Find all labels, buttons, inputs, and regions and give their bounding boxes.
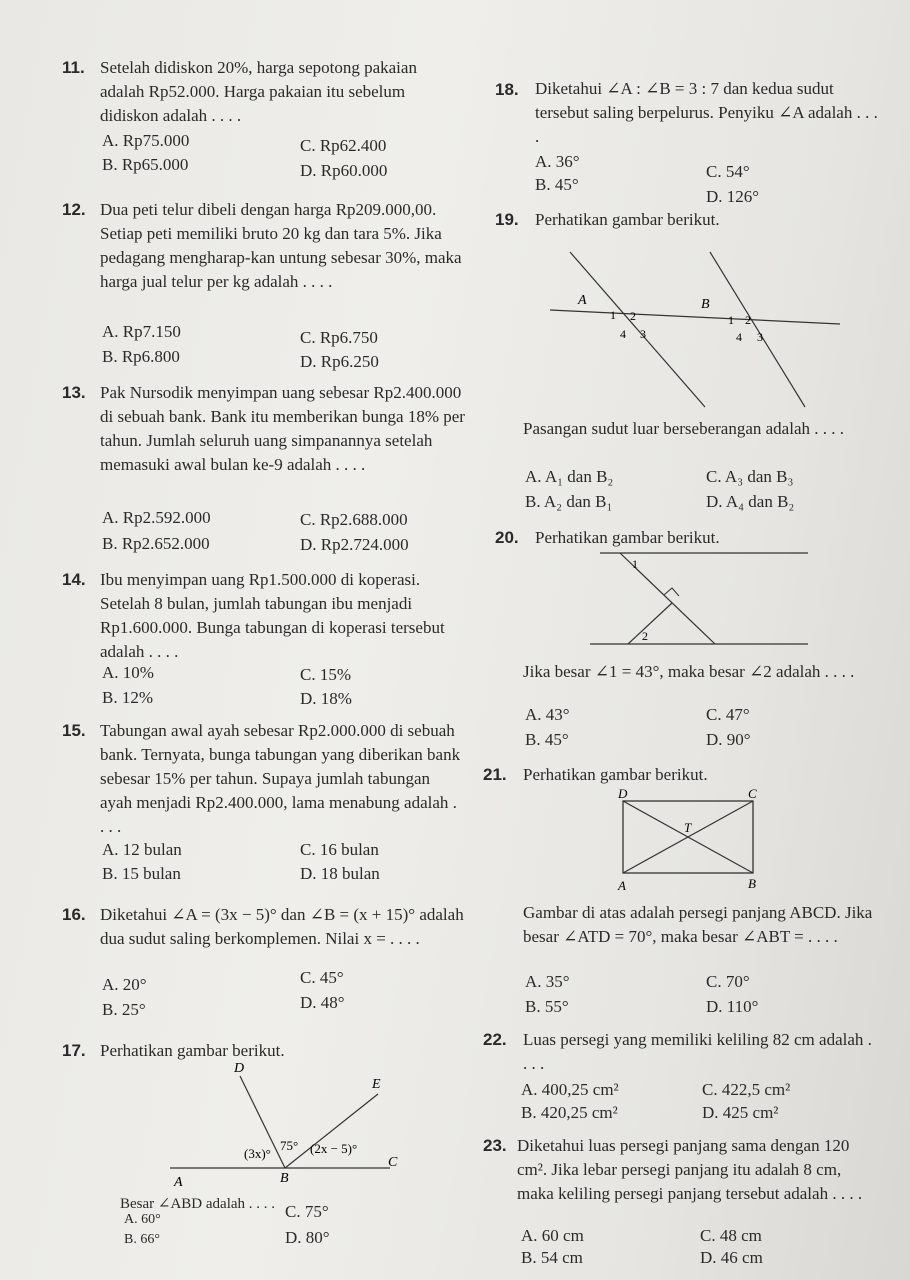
question-number: 21. [483,765,507,784]
question-number: 11. [62,58,85,77]
option-b[interactable]: B. 45° [535,175,579,194]
question-stem: Tabungan awal ayah sebesar Rp2.000.000 di sebuah bank. Ternyata, bunga tabungan yang diberikan bank sebesar 15% per tahun. Supaya jumlah tabungan ayah menjadi Rp2.400.000, lama menabung adalah . . . . [100,721,461,836]
option-b[interactable]: B. 12% [102,688,153,707]
label-a: A [618,878,626,893]
ray-be [285,1094,378,1168]
b3: 3 [757,330,763,344]
option-d[interactable]: D. 46 cm [700,1248,763,1267]
option-a[interactable]: A. 12 bulan [102,840,182,859]
option-a[interactable]: A. 10% [102,663,154,682]
option-a[interactable]: A. 400,25 cm² [521,1080,619,1099]
rectangle-figure [608,786,768,896]
question-number: 15. [62,721,86,740]
option-d[interactable]: D. 90° [706,730,751,749]
a2: 2 [630,309,636,323]
option-c[interactable]: C. A₃ dan B₃ [706,467,794,486]
option-b[interactable]: B. 420,25 cm² [521,1103,618,1122]
option-a[interactable]: A. Rp2.592.000 [102,508,211,527]
question-ask: Jika besar ∠1 = 43°, maka besar ∠2 adalah . . . . [523,662,855,681]
option-c[interactable]: C. Rp2.688.000 [300,510,408,529]
b4: 4 [736,330,742,344]
option-d[interactable]: D. A₄ dan B₂ [706,492,795,511]
b2: 2 [745,313,751,327]
question-number: 18. [495,80,519,99]
option-b[interactable]: B. A₂ dan B₁ [525,492,613,511]
option-b[interactable]: B. 45° [525,730,569,749]
label-c: C [388,1155,398,1170]
option-a[interactable]: A. 35° [525,972,570,991]
option-a[interactable]: A. 60 cm [521,1226,584,1245]
right-angle-mark [664,588,679,596]
question-ask: Pasangan sudut luar berseberangan adalah . . . . [523,419,844,438]
question-stem: Luas persegi yang memiliki keliling 82 cm adalah . . . . [523,1030,872,1073]
label-c: C [748,786,757,801]
b1: 1 [728,313,734,327]
option-d[interactable]: D. Rp60.000 [300,161,388,180]
parallel-lines-figure [550,242,870,412]
option-b[interactable]: B. Rp6.800 [102,347,180,366]
label-t: T [684,820,692,835]
option-d[interactable]: D. 425 cm² [702,1103,779,1122]
option-a[interactable]: A. 20° [102,975,147,994]
question-number: 12. [62,200,86,219]
question-stem: Diketahui luas persegi panjang sama dengan 120 cm². Jika lebar persegi panjang itu adalah 8 cm, maka keliling persegi panjang tersebut adalah . . . . [517,1136,863,1203]
label-b: B [280,1171,289,1186]
angle-2x-5: (2x − 5)° [310,1141,358,1156]
question-stem: Perhatikan gambar berikut. [523,765,708,784]
question-stem: Setelah didiskon 20%, harga sepotong pakaian adalah Rp52.000. Harga pakaian itu sebelum didiskon adalah . . . . [100,58,417,125]
option-c[interactable]: C. Rp62.400 [300,136,387,155]
option-c[interactable]: C. 75° [285,1202,329,1221]
option-c[interactable]: C. 47° [706,705,750,724]
perpendicular-figure [590,548,820,653]
question-number: 16. [62,905,86,924]
question-stem: Diketahui ∠A = (3x − 5)° dan ∠B = (x + 15)° adalah dua sudut saling berkomplemen. Nilai x = . . . . [100,905,464,948]
option-a[interactable]: A. A₁ dan B₂ [525,467,614,486]
option-a[interactable]: A. 60° [124,1212,161,1227]
option-b[interactable]: B. 55° [525,997,569,1016]
option-d[interactable]: D. 80° [285,1228,330,1247]
label-d: D [618,786,628,801]
question-stem: Perhatikan gambar berikut. [535,528,720,547]
angle-3x: (3x)° [244,1146,271,1161]
option-c[interactable]: C. 15% [300,665,351,684]
question-stem: Pak Nursodik menyimpan uang sebesar Rp2.400.000 di sebuah bank. Bank itu memberikan bunga 18% per tahun. Jumlah seluruh uang simpanannya setelah memasuki awal bulan ke-9 adalah . . . . [100,383,465,474]
question-stem: Dua peti telur dibeli dengan harga Rp209.000,00. Setiap peti memiliki bruto 20 kg dan tara 5%. Jika pedagang mengharap-kan untung sebesar 30%, maka harga jual telur per kg adalah . . . . [100,200,462,291]
option-d[interactable]: D. 18% [300,689,352,708]
question-number: 14. [62,570,86,589]
a1: 1 [610,308,616,322]
option-b[interactable]: B. Rp2.652.000 [102,534,210,553]
option-d[interactable]: D. 18 bulan [300,864,380,883]
question-number: 13. [62,383,86,402]
option-a[interactable]: A. 43° [525,705,570,724]
option-c[interactable]: C. Rp6.750 [300,328,378,347]
option-a[interactable]: A. Rp75.000 [102,131,190,150]
option-c[interactable]: C. 48 cm [700,1226,762,1245]
question-stem: Diketahui ∠A : ∠B = 3 : 7 dan kedua sudut tersebut saling berpelurus. Penyiku ∠A adalah . . . . [535,79,878,146]
question-number: 17. [62,1041,86,1060]
perpendicular-line [628,603,672,644]
option-c[interactable]: C. 422,5 cm² [702,1080,791,1099]
option-d[interactable]: D. 48° [300,993,345,1012]
label-e: E [372,1077,381,1092]
option-d[interactable]: D. 110° [706,997,759,1016]
option-c[interactable]: C. 45° [300,968,344,987]
option-c[interactable]: C. 16 bulan [300,840,379,859]
transversal-a [570,252,705,407]
label-d: D [234,1061,245,1076]
angle-figure [150,1058,410,1193]
option-b[interactable]: B. 54 cm [521,1248,583,1267]
question-number: 22. [483,1030,507,1049]
option-a[interactable]: A. Rp7.150 [102,322,181,341]
option-b[interactable]: B. 25° [102,1000,146,1019]
label-a: A [174,1175,183,1190]
option-b[interactable]: B. Rp65.000 [102,155,189,174]
option-c[interactable]: C. 70° [706,972,750,991]
question-ask: Besar ∠ABD adalah . . . . [120,1196,276,1212]
option-c[interactable]: C. 54° [706,162,750,181]
a3: 3 [640,327,646,341]
label-a: A [578,293,587,308]
question-stem: Ibu menyimpan uang Rp1.500.000 di koperasi. Setelah 8 bulan, jumlah tabungan ibu menjadi Rp1.600.000. Bunga tabungan di koperasi tersebut adalah . . . . [100,570,445,661]
label-b: B [748,876,756,891]
option-b[interactable]: B. 66° [124,1232,160,1247]
question-ask: Gambar di atas adalah persegi panjang ABCD. Jika besar ∠ATD = 70°, maka besar ∠ABT = . . . . [523,903,873,946]
label-b: B [701,297,710,312]
angle-1-label: 1 [632,557,638,571]
option-a[interactable]: A. 36° [535,152,580,171]
question-number: 23. [483,1136,507,1155]
angle-75: 75° [280,1138,299,1153]
a4: 4 [620,327,626,341]
question-number: 20. [495,528,519,547]
question-stem: Perhatikan gambar berikut. [100,1041,285,1060]
option-b[interactable]: B. 15 bulan [102,864,181,883]
option-d[interactable]: D. Rp2.724.000 [300,535,409,554]
horizontal-line [550,310,840,324]
question-number: 19. [495,210,519,229]
question-stem: Perhatikan gambar berikut. [535,210,720,229]
angle-2-label: 2 [642,629,648,643]
option-d[interactable]: D. Rp6.250 [300,352,379,371]
option-d[interactable]: D. 126° [706,187,760,206]
